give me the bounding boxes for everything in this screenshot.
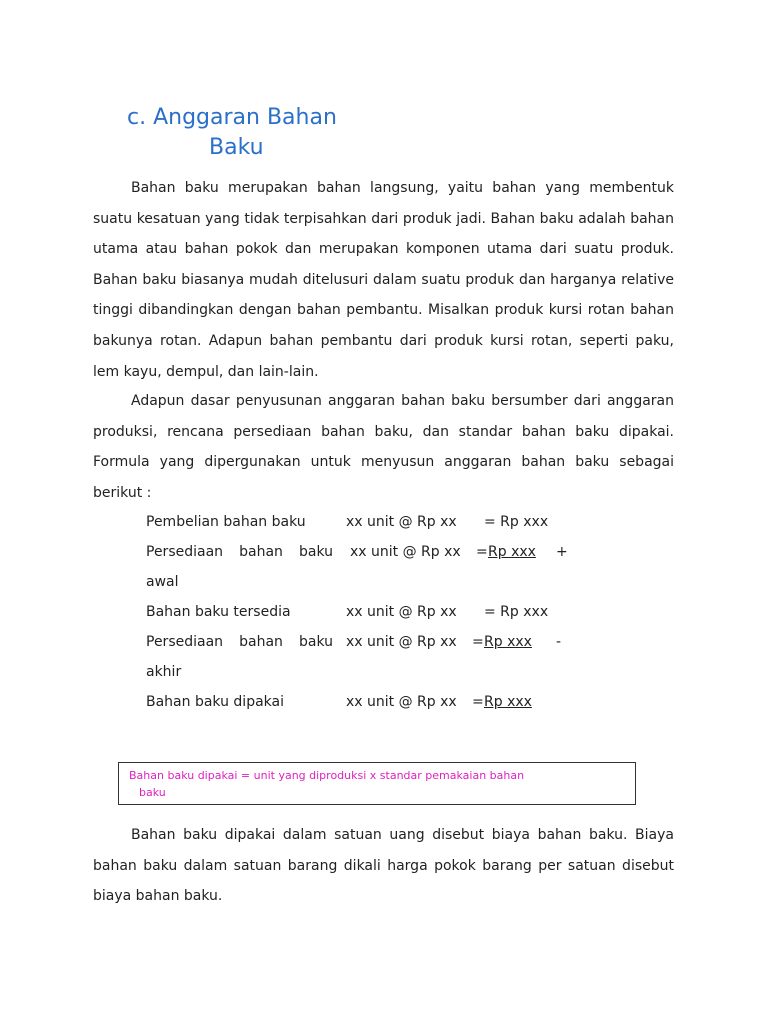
formula-operator-plus: +	[556, 544, 568, 560]
heading-line-1: c. Anggaran Bahan	[127, 105, 337, 130]
formula-result: = Rp xxx	[484, 604, 549, 620]
paragraph-intro-text: Bahan baku merupakan bahan langsung, yaitu bahan yang membentuk suatu kesatuan yang tidak terpisahkan dari produk jadi. Bahan baku adalah bahan utama atau bahan pokok dan merupakan komponen utama dari suatu produk. Bahan baku biasanya mudah ditelusuri dalam suatu produk dan harganya relative tinggi dibandingkan dengan bahan pembantu. Misalkan produk kursi rotan bahan bakunya rotan. Adapun bahan pembantu dari produk kursi rotan, seperti paku, lem kayu, dempul, dan lain-lain.	[93, 180, 674, 380]
label-word: Persediaan	[146, 634, 224, 650]
heading-line-2: Baku	[209, 135, 264, 160]
formula-block	[146, 508, 586, 718]
paragraph-basis	[93, 386, 674, 508]
formula-label-continued: awal	[146, 574, 179, 590]
formula-calc: xx unit @ Rp xx	[346, 604, 457, 620]
formula-result: = Rp xxx	[484, 514, 549, 530]
formula-label: Bahan baku dipakai	[146, 694, 284, 710]
formula-row-used	[146, 688, 586, 718]
formula-calc: xx unit @ Rp xx	[346, 694, 457, 710]
formula-label: Bahan baku tersedia	[146, 604, 291, 620]
paragraph-basis-text: Adapun dasar penyusunan anggaran bahan baku bersumber dari anggaran produksi, rencana persediaan bahan baku, dan standar bahan baku dipakai. Formula yang dipergunakan untuk menyusun anggaran bahan baku sebagai berikut :	[93, 393, 674, 501]
formula-label: Pembelian bahan baku	[146, 514, 306, 530]
label-word: bahan	[239, 634, 283, 650]
formula-result: Rp xxx	[484, 634, 532, 650]
formula-row-purchase	[146, 508, 586, 538]
paragraph-intro	[93, 173, 674, 387]
formula-result: Rp xxx	[484, 694, 532, 710]
formula-row-closing-stock	[146, 628, 586, 688]
formula-definition-box	[118, 762, 636, 805]
formula-label	[146, 544, 333, 560]
formula-equals: =	[472, 634, 484, 650]
formula-row-opening-stock	[146, 538, 586, 598]
formula-row-available	[146, 598, 586, 628]
paragraph-cost-text: Bahan baku dipakai dalam satuan uang disebut biaya bahan baku. Biaya bahan baku dalam satuan barang dikali harga pokok barang per satuan disebut biaya bahan baku.	[93, 827, 674, 905]
formula-label	[146, 634, 333, 650]
formula-operator-minus: -	[556, 634, 562, 650]
label-word: baku	[298, 544, 333, 560]
formula-calc: xx unit @ Rp xx	[350, 544, 461, 560]
formula-result: Rp xxx	[488, 544, 536, 560]
label-word: Persediaan	[146, 544, 224, 560]
label-word: bahan	[239, 544, 283, 560]
formula-equals: =	[472, 694, 484, 710]
formula-equals: =	[476, 544, 488, 560]
formula-calc: xx unit @ Rp xx	[346, 634, 457, 650]
paragraph-cost	[93, 820, 674, 912]
label-word: baku	[298, 634, 333, 650]
formula-calc: xx unit @ Rp xx	[346, 514, 457, 530]
box-line-1: Bahan baku dipakai = unit yang diproduksi x standar pemakaian bahan	[129, 769, 525, 782]
formula-label-continued: akhir	[146, 664, 182, 680]
section-heading	[127, 103, 337, 163]
box-line-2: baku	[139, 786, 166, 799]
